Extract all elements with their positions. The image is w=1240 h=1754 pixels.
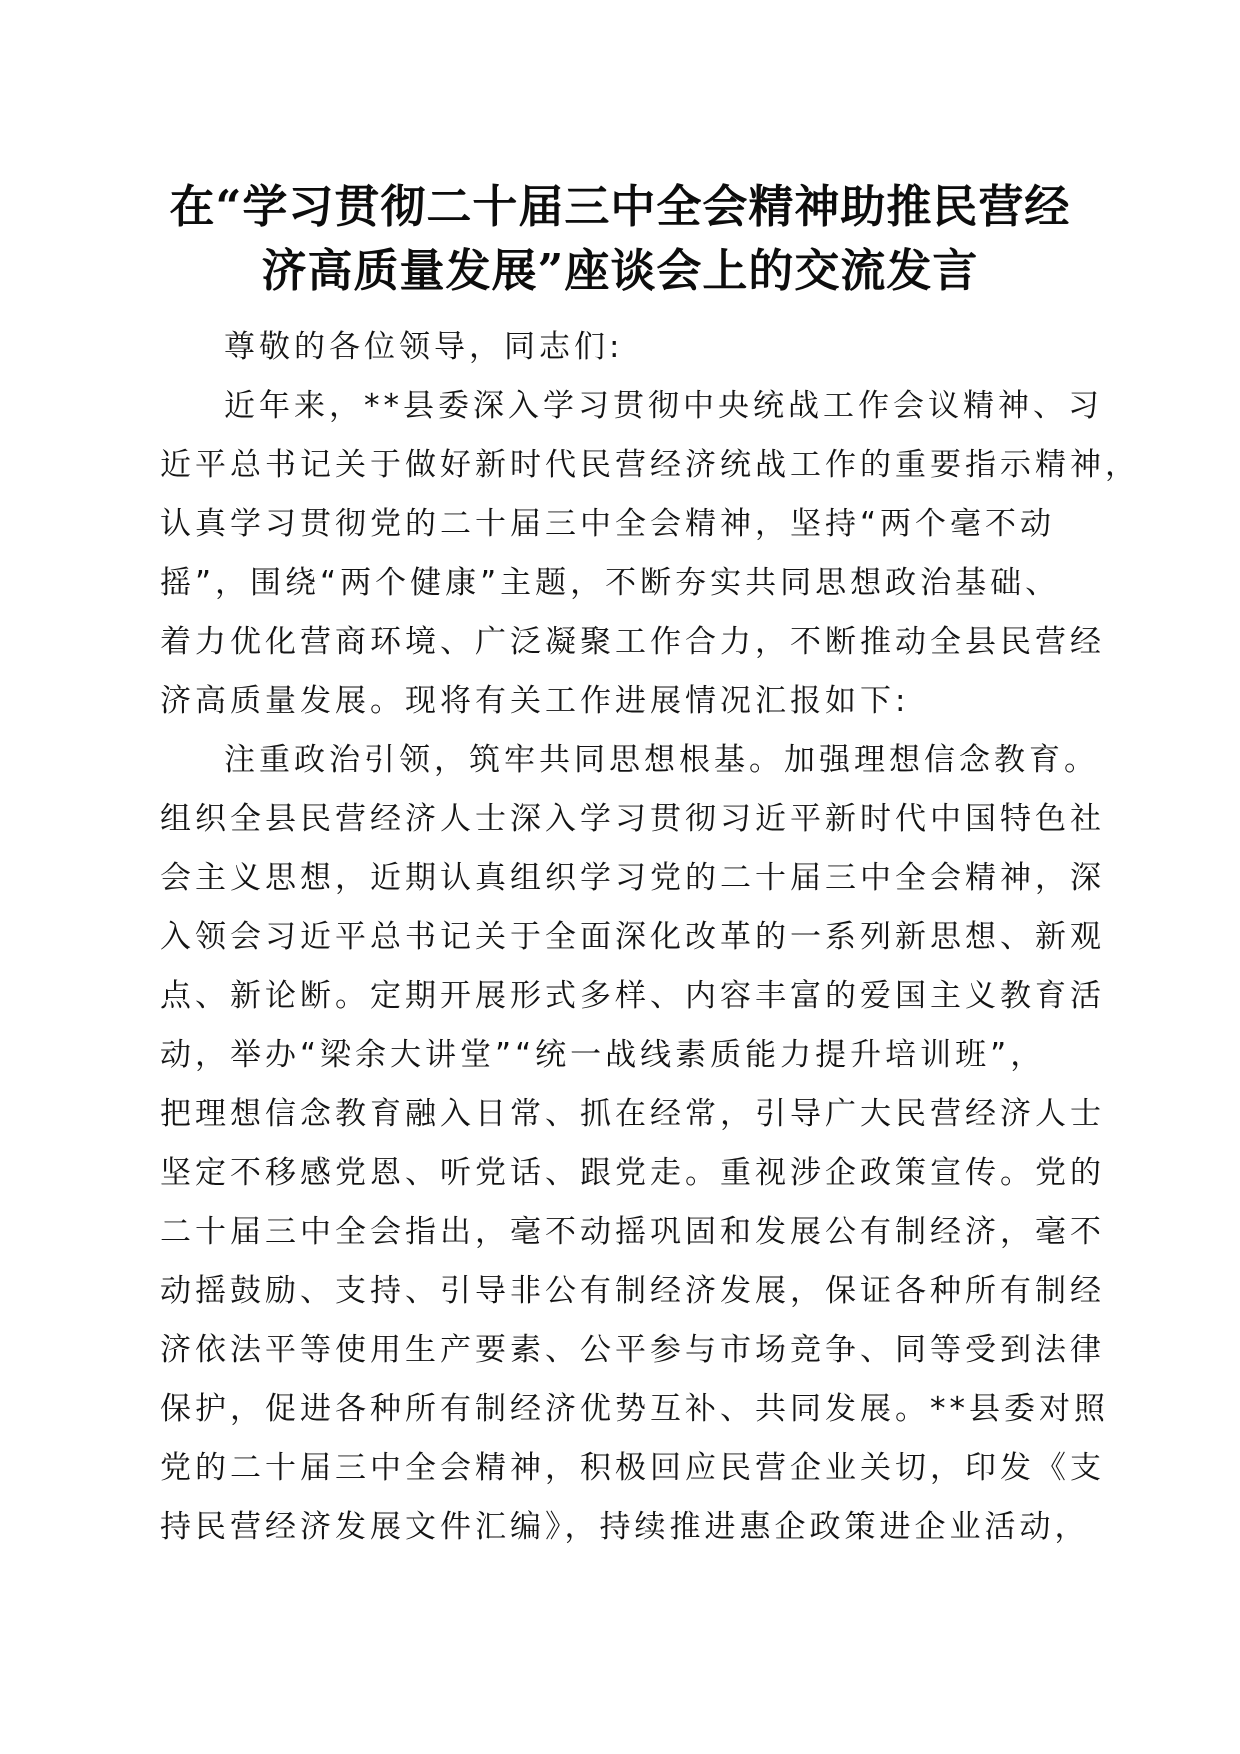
title-line-2: 济高质量发展”座谈会上的交流发言 — [261, 244, 979, 297]
document-title — [140, 175, 1100, 303]
body-line: 把理想信念教育融入日常、抓在经常，引导广大民营经济人士 — [160, 1096, 1105, 1132]
body-line: 近年来，**县委深入学习贯彻中央统战工作会议精神、习 — [224, 388, 1103, 424]
body-line: 二十届三中全会指出，毫不动摇巩固和发展公有制经济，毫不 — [160, 1214, 1105, 1250]
body-line: 点、新论断。定期开展形式多样、内容丰富的爱国主义教育活 — [160, 978, 1105, 1014]
body-line: 动，举办“梁余大讲堂”“统一战线素质能力提升培训班”， — [160, 1037, 1046, 1073]
body-line: 动摇鼓励、支持、引导非公有制经济发展，保证各种所有制经 — [160, 1273, 1105, 1309]
body-line: 着力优化营商环境、广泛凝聚工作合力，不断推动全县民营经 — [160, 624, 1105, 660]
body-line: 坚定不移感党恩、听党话、跟党走。重视涉企政策宣传。党的 — [160, 1155, 1105, 1191]
body-line: 持民营经济发展文件汇编》，持续推进惠企政策进企业活动， — [160, 1509, 1090, 1545]
document-body — [160, 318, 1140, 1557]
body-line: 注重政治引领，筑牢共同思想根基。加强理想信念教育。 — [224, 742, 1099, 778]
body-line: 会主义思想，近期认真组织学习党的二十届三中全会精神，深 — [160, 860, 1105, 896]
body-line: 济依法平等使用生产要素、公平参与市场竞争、同等受到法律 — [160, 1332, 1105, 1368]
body-line: 保护，促进各种所有制经济优势互补、共同发展。**县委对照 — [160, 1391, 1109, 1427]
body-line: 入领会习近平总书记关于全面深化改革的一系列新思想、新观 — [160, 919, 1105, 955]
title-line-1: 在“学习贯彻二十届三中全会精神助推民营经 — [169, 180, 1071, 233]
body-line: 近平总书记关于做好新时代民营经济统战工作的重要指示精神， — [160, 447, 1140, 483]
body-line: 组织全县民营经济人士深入学习贯彻习近平新时代中国特色社 — [160, 801, 1105, 837]
body-line: 尊敬的各位领导，同志们: — [224, 329, 624, 365]
body-line: 党的二十届三中全会精神，积极回应民营企业关切，印发《支 — [160, 1450, 1105, 1486]
body-line: 济高质量发展。现将有关工作进展情况汇报如下: — [160, 683, 910, 719]
body-line: 摇”，围绕“两个健康”主题，不断夯实共同思想政治基础、 — [160, 565, 1061, 601]
body-line: 认真学习贯彻党的二十届三中全会精神，坚持“两个毫不动 — [160, 506, 1056, 542]
